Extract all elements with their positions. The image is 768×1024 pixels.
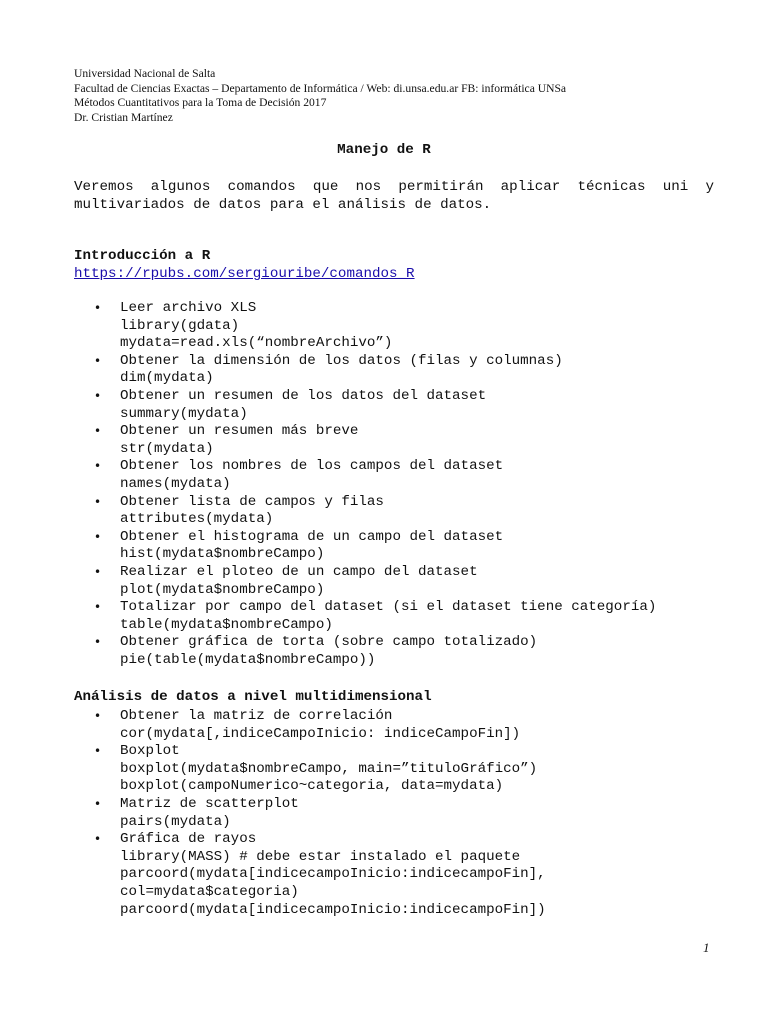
list-item [74,708,546,743]
document-title: Manejo de R [337,142,431,158]
bullet-icon: • [94,301,102,315]
code-line: boxplot(mydata$nombreCampo, main=”tituloGráfico”) [120,760,538,777]
code-line: parcoord(mydata[indicecampoInicio:indicecampoFin]) [120,901,546,918]
list-item [74,564,656,599]
bullet-icon: • [94,796,102,811]
rpubs-link[interactable]: https://rpubs.com/sergiouribe/comandos_R [74,266,415,282]
document-header [74,67,566,125]
item-label: Obtener un resumen más breve [120,423,359,440]
bullet-icon: • [94,744,102,759]
intro-paragraph [74,178,714,214]
item-label: Obtener el histograma de un campo del dataset [120,528,504,545]
list-item [74,831,546,919]
code-line: dim(mydata) [120,370,214,387]
code-line: summary(mydata) [120,405,248,422]
code-line: cor(mydata[,indiceCampoInicio: indiceCampoFin]) [120,725,521,742]
code-line: str(mydata) [120,440,214,457]
bullet-icon: • [94,494,102,509]
item-label: Leer archivo XLS [120,300,257,316]
code-line: plot(mydata$nombreCampo) [120,581,325,598]
bullet-icon: • [94,529,102,544]
bullet-icon: • [94,600,102,615]
item-label: Totalizar por campo del dataset (si el dataset tiene categoría) [120,599,657,616]
bullet-icon: • [94,832,102,847]
bullet-icon: • [94,388,102,403]
page-number: 1 [703,940,710,955]
list-item [74,353,656,388]
code-line: pie(table(mydata$nombreCampo)) [120,651,376,668]
item-label: Gráfica de rayos [120,831,257,848]
code-line: mydata=read.xls(“nombreArchivo”) [120,335,393,352]
header-faculty: Facultad de Ciencias Exactas – Departamento de Informática / Web: di.unsa.edu.ar FB: informática UNSa [74,81,567,95]
list-item [74,796,546,831]
item-label: Boxplot [120,743,180,760]
bullet-icon: • [94,709,102,723]
bullet-icon: • [94,635,102,650]
item-label: Obtener lista de campos y filas [120,493,384,510]
item-label: Realizar el ploteo de un campo del dataset [120,563,478,580]
bullet-icon: • [94,564,102,579]
bullet-icon: • [94,353,102,368]
code-line: hist(mydata$nombreCampo) [120,546,325,563]
code-line: table(mydata$nombreCampo) [120,616,333,633]
list-item [74,529,656,564]
item-label: Obtener un resumen de los datos del dataset [120,387,487,404]
intro-line-2: multivariados de datos para el análisis de datos. [74,197,492,213]
code-line: library(gdata) [120,317,240,334]
code-line: names(mydata) [120,475,231,492]
item-label: Obtener gráfica de torta (sobre campo totalizado) [120,634,538,651]
intro-line-1: Veremos algunos comandos que nos permitirán aplicar técnicas uni y [74,179,714,195]
list-item [74,300,656,353]
list-item [74,423,656,458]
code-line: parcoord(mydata[indicecampoInicio:indicecampoFin], [120,866,546,883]
header-course: Métodos Cuantitativos para la Toma de Decisión 2017 [74,96,327,110]
code-line: library(MASS) # debe estar instalado el paquete [120,848,521,865]
item-label: Obtener los nombres de los campos del dataset [120,458,504,475]
header-author: Dr. Cristian Martínez [74,110,173,124]
item-label: Matriz de scatterplot [120,795,299,812]
code-line: pairs(mydata) [120,813,231,830]
list-item [74,634,656,669]
list-item [74,743,546,796]
command-list-multidimensional [74,708,546,919]
section-heading-multidimensional: Análisis de datos a nivel multidimensional [74,689,432,705]
bullet-icon: • [94,459,102,474]
list-item [74,388,656,423]
item-label: Obtener la matriz de correlación [120,708,393,724]
command-list-intro [74,300,656,669]
item-label: Obtener la dimensión de los datos (filas y columnas) [120,352,563,369]
code-line: col=mydata$categoria) [120,883,299,900]
list-item [74,599,656,634]
header-university: Universidad Nacional de Salta [74,67,216,80]
list-item [74,458,656,493]
code-line: boxplot(campoNumerico~categoria, data=mydata) [120,778,504,795]
section-heading-intro-r: Introducción a R [74,248,211,264]
code-line: attributes(mydata) [120,511,274,528]
bullet-icon: • [94,424,102,439]
list-item [74,494,656,529]
